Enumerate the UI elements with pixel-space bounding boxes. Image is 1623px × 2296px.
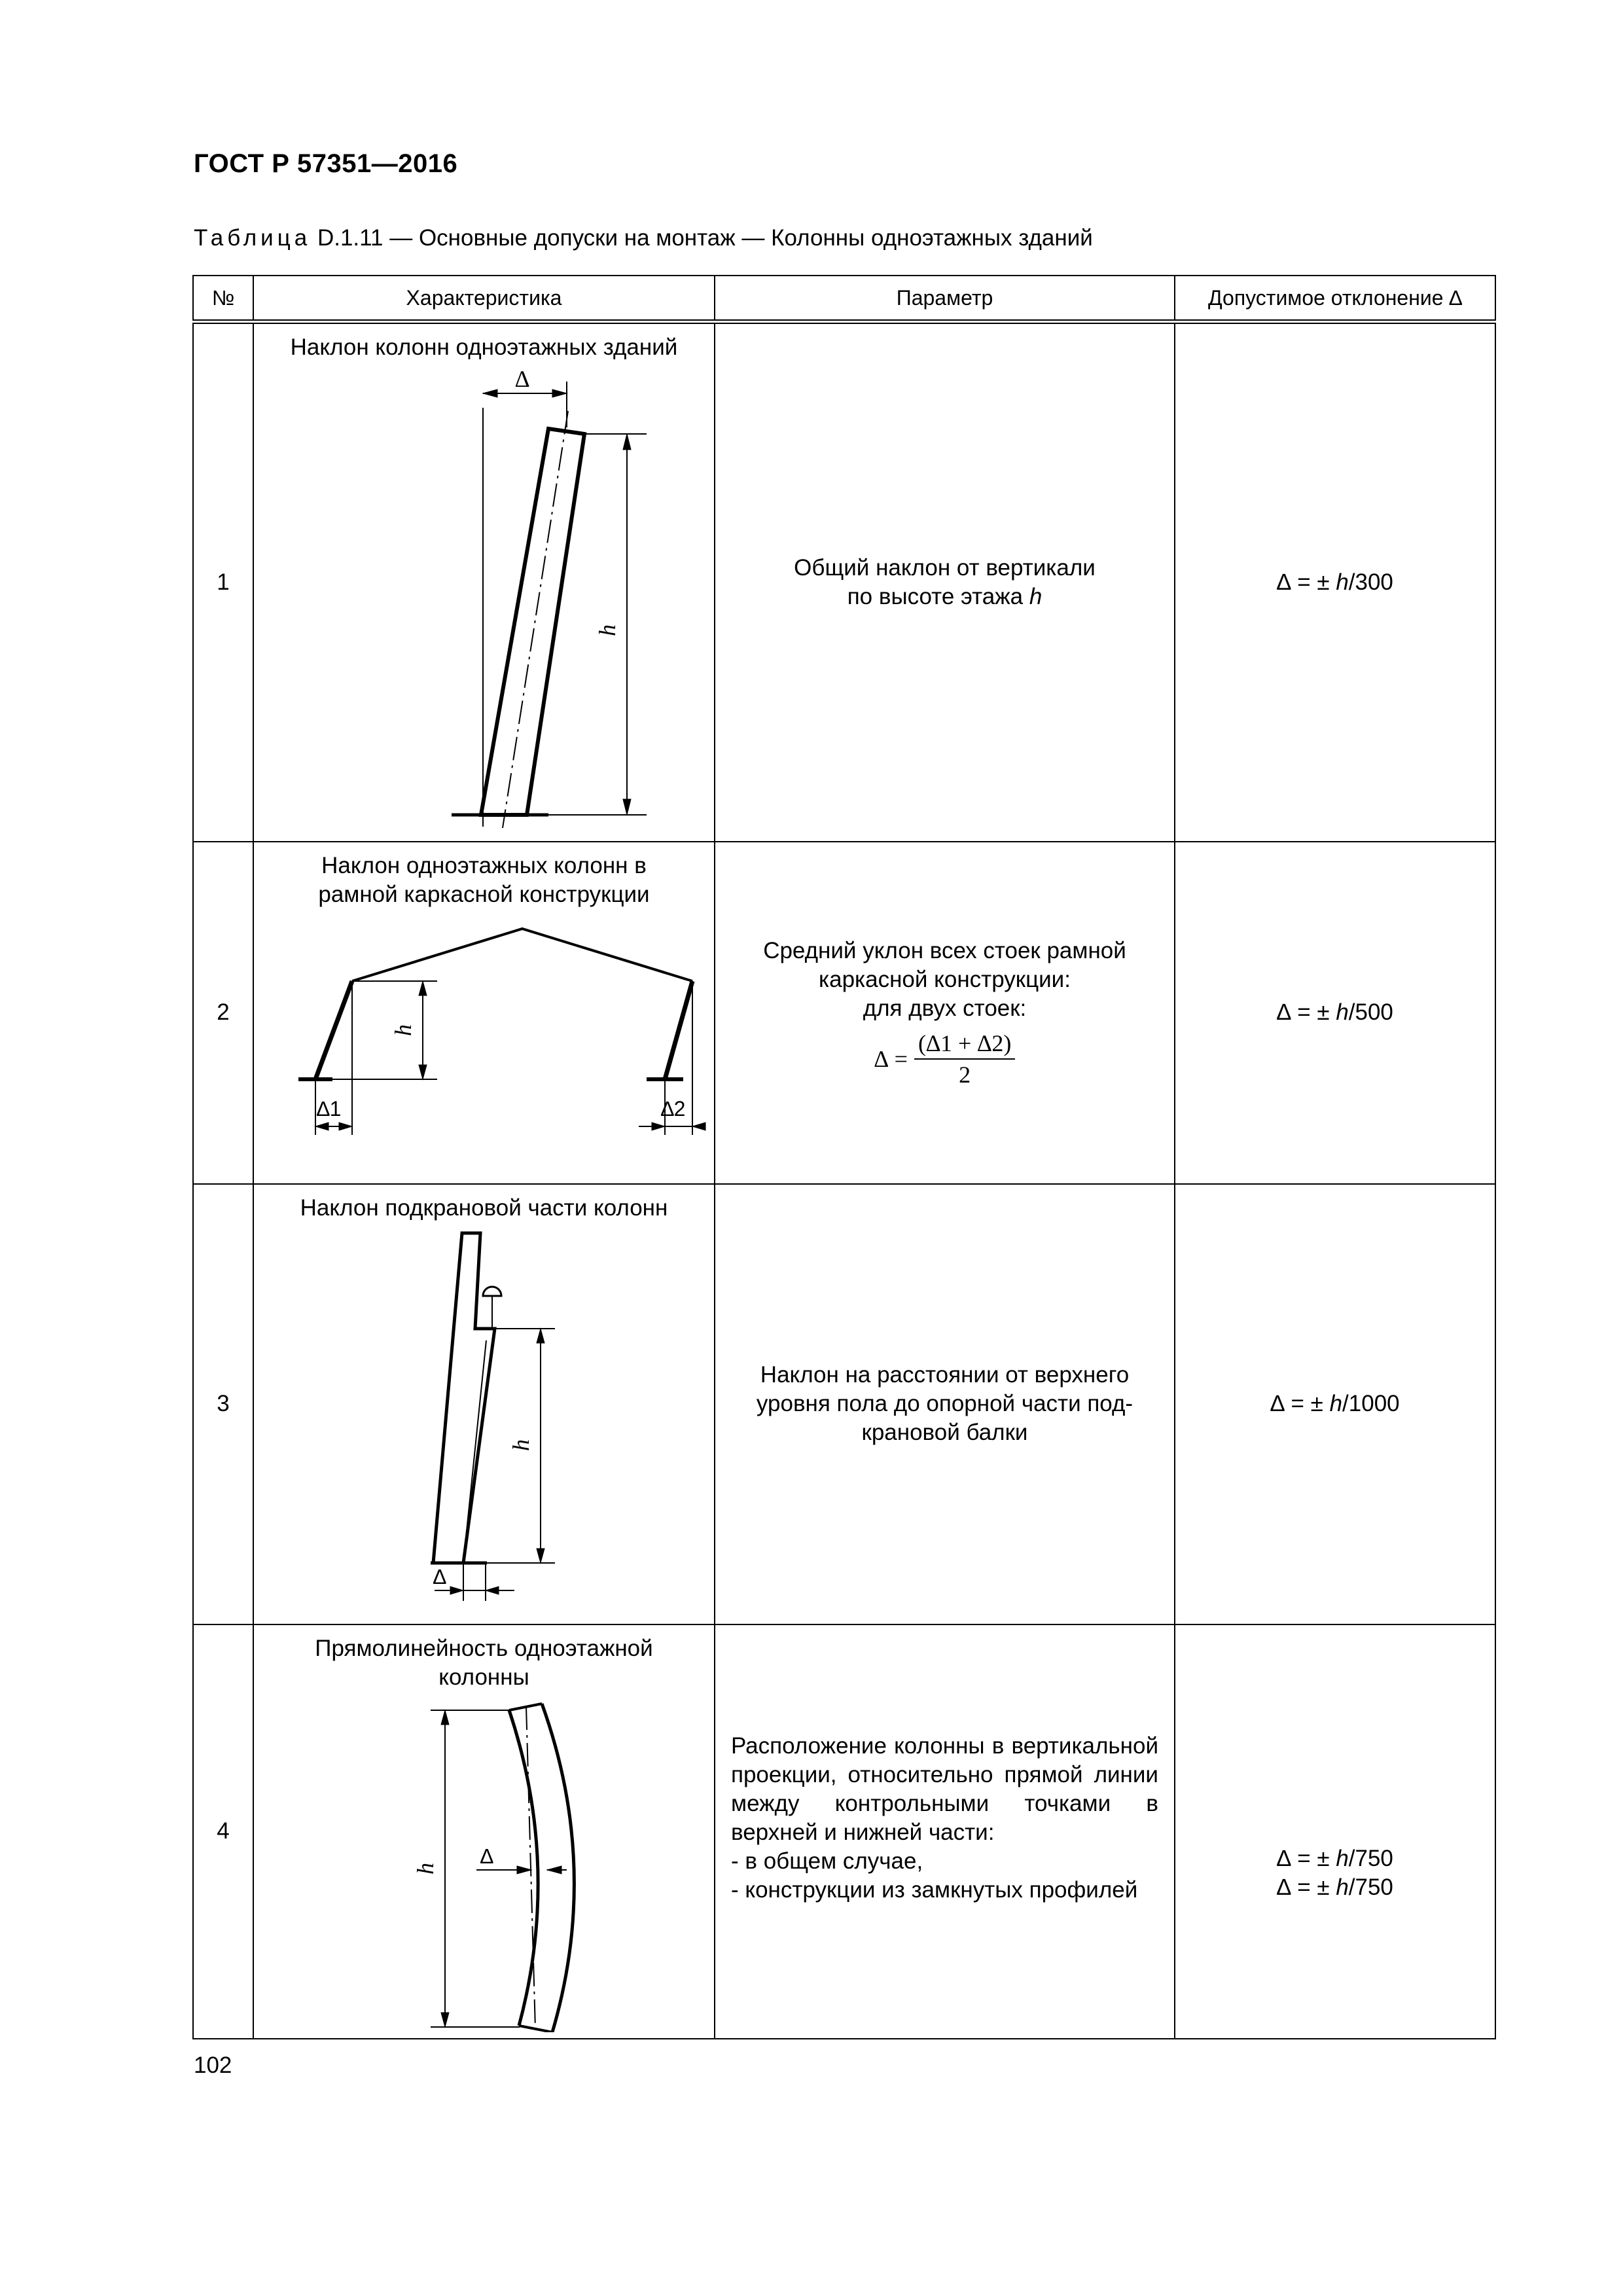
deviation-suffix: /750: [1348, 1846, 1393, 1871]
deviation-value: [1175, 1844, 1495, 1873]
deviation-prefix: ∆ = ±: [1270, 1391, 1330, 1416]
document-id: ГОСТ Р 57351—2016: [194, 149, 458, 178]
characteristic-title: Прямолинейность одноэтажной колонны: [315, 1635, 653, 1690]
parameter-line: для двух стоек:: [863, 996, 1027, 1021]
parameter-cell: [715, 1624, 1175, 2039]
characteristic-title: Наклон колонн одноэтажных зданий: [290, 334, 678, 360]
figure-delta-label: ∆: [514, 366, 530, 392]
deviation-suffix: /300: [1348, 569, 1393, 595]
parameter-text: Расположение колонны в вертикальной проекции, относительно прямой линии между контрольными точками в верхней и нижней части:: [731, 1733, 1158, 1845]
parameter-text: [715, 1361, 1174, 1447]
characteristic-cell: [253, 1184, 715, 1624]
figure-h-label: h: [390, 1024, 416, 1036]
average-formula: [874, 1030, 1016, 1088]
figure-h-label: h: [508, 1439, 534, 1451]
characteristic-cell: [253, 842, 715, 1184]
parameter-list-item: - конструкции из замкнутых профилей: [731, 1877, 1138, 1903]
header-number: №: [193, 276, 253, 322]
column-tilt-figure: [254, 362, 715, 833]
deviation-prefix: ∆ = ±: [1277, 569, 1336, 595]
row-number: 3: [193, 1184, 253, 1624]
deviation-suffix: /500: [1348, 999, 1393, 1025]
parameter-text: [715, 554, 1174, 611]
parameter-cell: [715, 322, 1175, 842]
parameter-line: уровня пола до опорной части под-: [756, 1391, 1133, 1416]
deviation-value: [1175, 1873, 1495, 1902]
deviation-prefix: ∆ = ±: [1277, 999, 1336, 1025]
deviation-values: [1175, 1761, 1495, 1902]
formula-numerator: (∆1 + ∆2): [914, 1030, 1015, 1060]
characteristic-cell: [253, 322, 715, 842]
formula-fraction: [914, 1030, 1015, 1088]
formula-lhs: ∆ =: [874, 1046, 908, 1072]
figure-h-label: h: [594, 624, 620, 636]
figure-delta1-label: ∆1: [317, 1096, 342, 1121]
deviation-cell: [1175, 322, 1495, 842]
parameter-line: крановой балки: [861, 1420, 1028, 1445]
deviation-cell: [1175, 842, 1495, 1184]
parameter-list-item: - в общем случае,: [731, 1848, 923, 1874]
header-characteristic: Характеристика: [253, 276, 715, 322]
caption-prefix: Таблица: [194, 225, 312, 251]
deviation-value: [1175, 998, 1495, 1027]
header-parameter: Параметр: [715, 276, 1175, 322]
formula-denominator: 2: [959, 1062, 971, 1088]
column-straightness-figure: [254, 1692, 715, 2032]
header-deviation: Допустимое отклонение ∆: [1175, 276, 1495, 322]
characteristic-title: Наклон одноэтажных колонн в рамной каркасной конструкции: [318, 852, 650, 907]
figure-delta-label: ∆: [433, 1564, 446, 1588]
parameter-line: каркасной конструкции:: [819, 967, 1071, 992]
deviation-prefix: ∆ = ±: [1277, 1874, 1336, 1900]
caption-text: D.1.11 — Основные допуски на монтаж — Колонны одноэтажных зданий: [317, 225, 1093, 251]
deviation-variable: h: [1336, 1874, 1349, 1900]
parameter-cell: [715, 842, 1175, 1184]
deviation-suffix: /1000: [1342, 1391, 1400, 1416]
parameter-line: [715, 583, 1174, 611]
deviation-value: [1175, 568, 1495, 597]
figure-delta2-label: ∆2: [661, 1096, 686, 1121]
table-caption: [194, 225, 1093, 251]
parameter-line: Общий наклон от вертикали: [794, 554, 1096, 581]
deviation-variable: h: [1329, 1391, 1343, 1416]
characteristic-cell: [253, 1624, 715, 2039]
deviation-value: [1175, 1390, 1495, 1418]
deviation-variable: h: [1336, 999, 1349, 1025]
parameter-line: Средний уклон всех стоек рамной: [763, 938, 1126, 963]
deviation-prefix: ∆ = ±: [1277, 1846, 1336, 1871]
deviation-cell: [1175, 1624, 1495, 2039]
table-row: [193, 842, 1495, 1184]
deviation-suffix: /750: [1348, 1874, 1393, 1900]
parameter-list: [715, 1847, 1174, 1931]
parameter-variable: h: [1029, 583, 1043, 609]
parameter-cell: [715, 1184, 1175, 1624]
deviation-cell: [1175, 1184, 1495, 1624]
row-number: 1: [193, 322, 253, 842]
table-row: [193, 1624, 1495, 2039]
parameter-line: Наклон на расстоянии от верхнего: [760, 1362, 1130, 1388]
characteristic-title: Наклон подкрановой части колонн: [300, 1194, 668, 1221]
deviation-variable: h: [1336, 1846, 1349, 1871]
table-row: [193, 1184, 1495, 1624]
frame-tilt-figure: [254, 909, 715, 1177]
table-row: [193, 322, 1495, 842]
parameter-line-text: по высоте этажа: [847, 583, 1024, 609]
parameter-text: [715, 937, 1174, 1023]
deviation-variable: h: [1336, 569, 1349, 595]
row-number: 4: [193, 1624, 253, 2039]
table-header-row: [193, 276, 1495, 322]
row-number: 2: [193, 842, 253, 1184]
crane-column-tilt-figure: [254, 1223, 715, 1615]
figure-delta-label: ∆: [480, 1844, 493, 1868]
page-number: 102: [194, 2053, 232, 2078]
figure-h-label: h: [412, 1862, 438, 1874]
tolerance-table: [192, 275, 1496, 2039]
